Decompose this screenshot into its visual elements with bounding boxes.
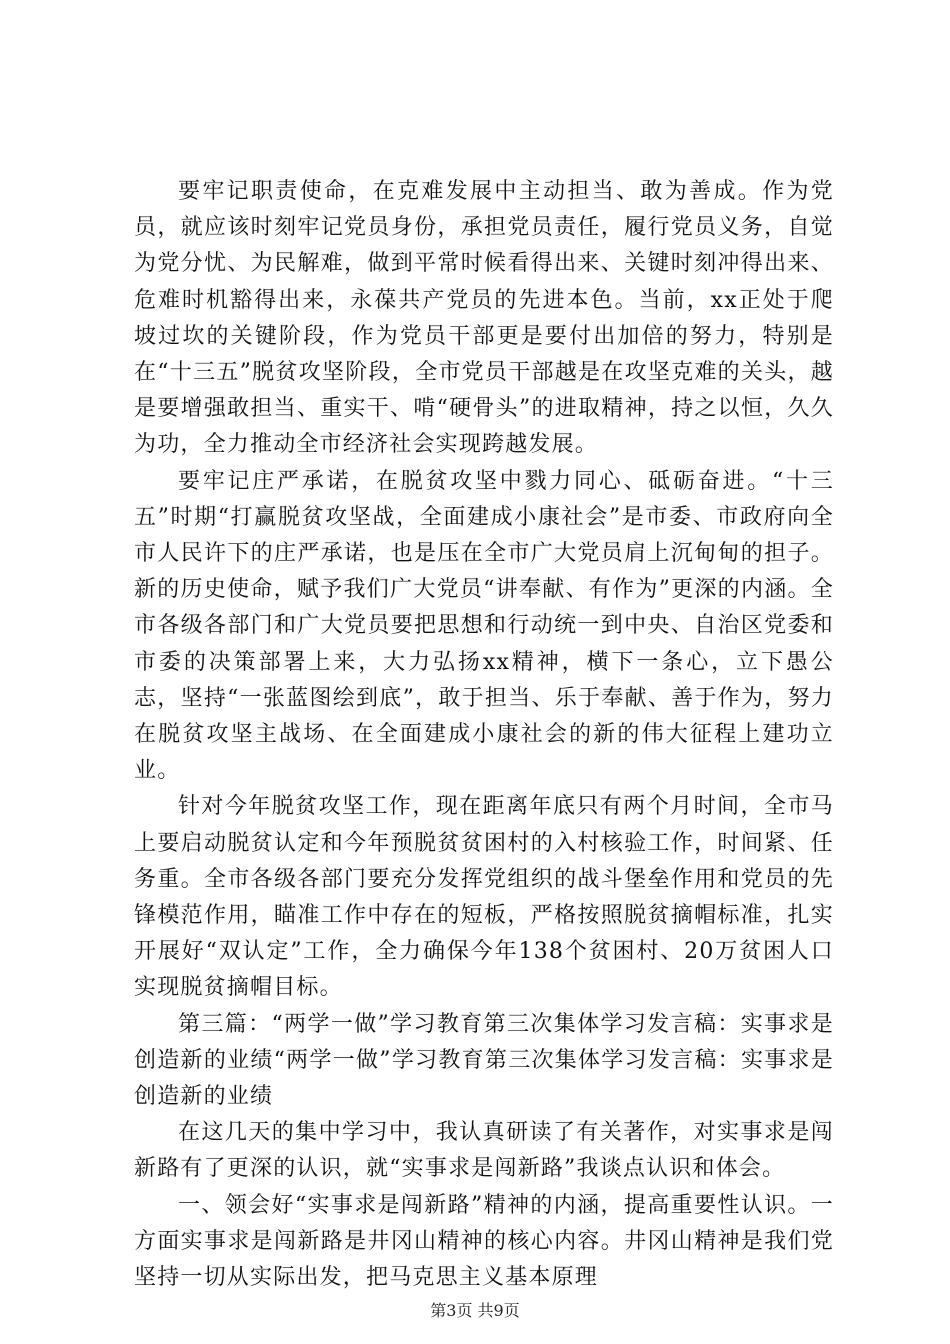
document-body — [134, 174, 834, 1296]
paragraph: 一、领会好“实事求是闯新路”精神的内涵，提高重要性认识。一方面实事求是闯新路是井冈山精神的核心内容。井冈山精神是我们党坚持一切从实际出发，把马克思主义基本原理 — [134, 1192, 834, 1291]
paragraph: 在这几天的集中学习中，我认真研读了有关著作，对实事求是闯新路有了更深的认识，就“实事求是闯新路”我谈点认识和体会。 — [134, 1120, 834, 1182]
section-heading-paragraph: 第三篇：“两学一做”学习教育第三次集体学习发言稿：实事求是创造新的业绩“两学一做”学习教育第三次集体学习发言稿：实事求是创造新的业绩 — [134, 1011, 834, 1110]
paragraph: 要牢记职责使命，在克难发展中主动担当、敢为善成。作为党员，就应该时刻牢记党员身份，承担党员责任，履行党员义务，自觉为党分忧、为民解难，做到平常时候看得出来、关键时刻冲得出来、危难时机豁得出来，永葆共产党员的先进本色。当前，xx正处于爬坡过坎的关键阶段，作为党员干部更是要付出加倍的努力，特别是在“十三五”脱贫攻坚阶段，全市党员干部越是在攻坚克难的关头，越是要增强敢担当、重实干、啃“硬骨头”的进取精神，持之以恒，久久为功，全力推动全市经济社会实现跨越发展。 — [134, 179, 834, 458]
page-footer — [0, 1301, 950, 1321]
paragraph: 要牢记庄严承诺，在脱贫攻坚中戮力同心、砥砺奋进。“十三五”时期“打赢脱贫攻坚战，全面建成小康社会”是市委、市政府向全市人民许下的庄严承诺，也是压在全市广大党员肩上沉甸甸的担子。新的历史使命，赋予我们广大党员“讲奉献、有作为”更深的内涵。全市各级各部门和广大党员要把思想和行动统一到中央、自治区党委和市委的决策部署上来，大力弘扬xx精神，横下一条心，立下愚公志，坚持“一张蓝图绘到底”，敢于担当、乐于奉献、善于作为，努力在脱贫攻坚主战场、在全面建成小康社会的新的伟大征程上建功立业。 — [134, 468, 834, 784]
page-number: 第3页 — [430, 1301, 473, 1320]
page-total: 共9页 — [477, 1301, 520, 1320]
paragraph: 针对今年脱贫攻坚工作，现在距离年底只有两个月时间，全市马上要启动脱贫认定和今年预脱贫贫困村的入村核验工作，时间紧、任务重。全市各级各部门要充分发挥党组织的战斗堡垒作用和党员的先锋模范作用，瞄准工作中存在的短板，严格按照脱贫摘帽标准，扎实开展好“双认定”工作，全力确保今年138个贫困村、20万贫困人口实现脱贫摘帽目标。 — [134, 794, 834, 1001]
